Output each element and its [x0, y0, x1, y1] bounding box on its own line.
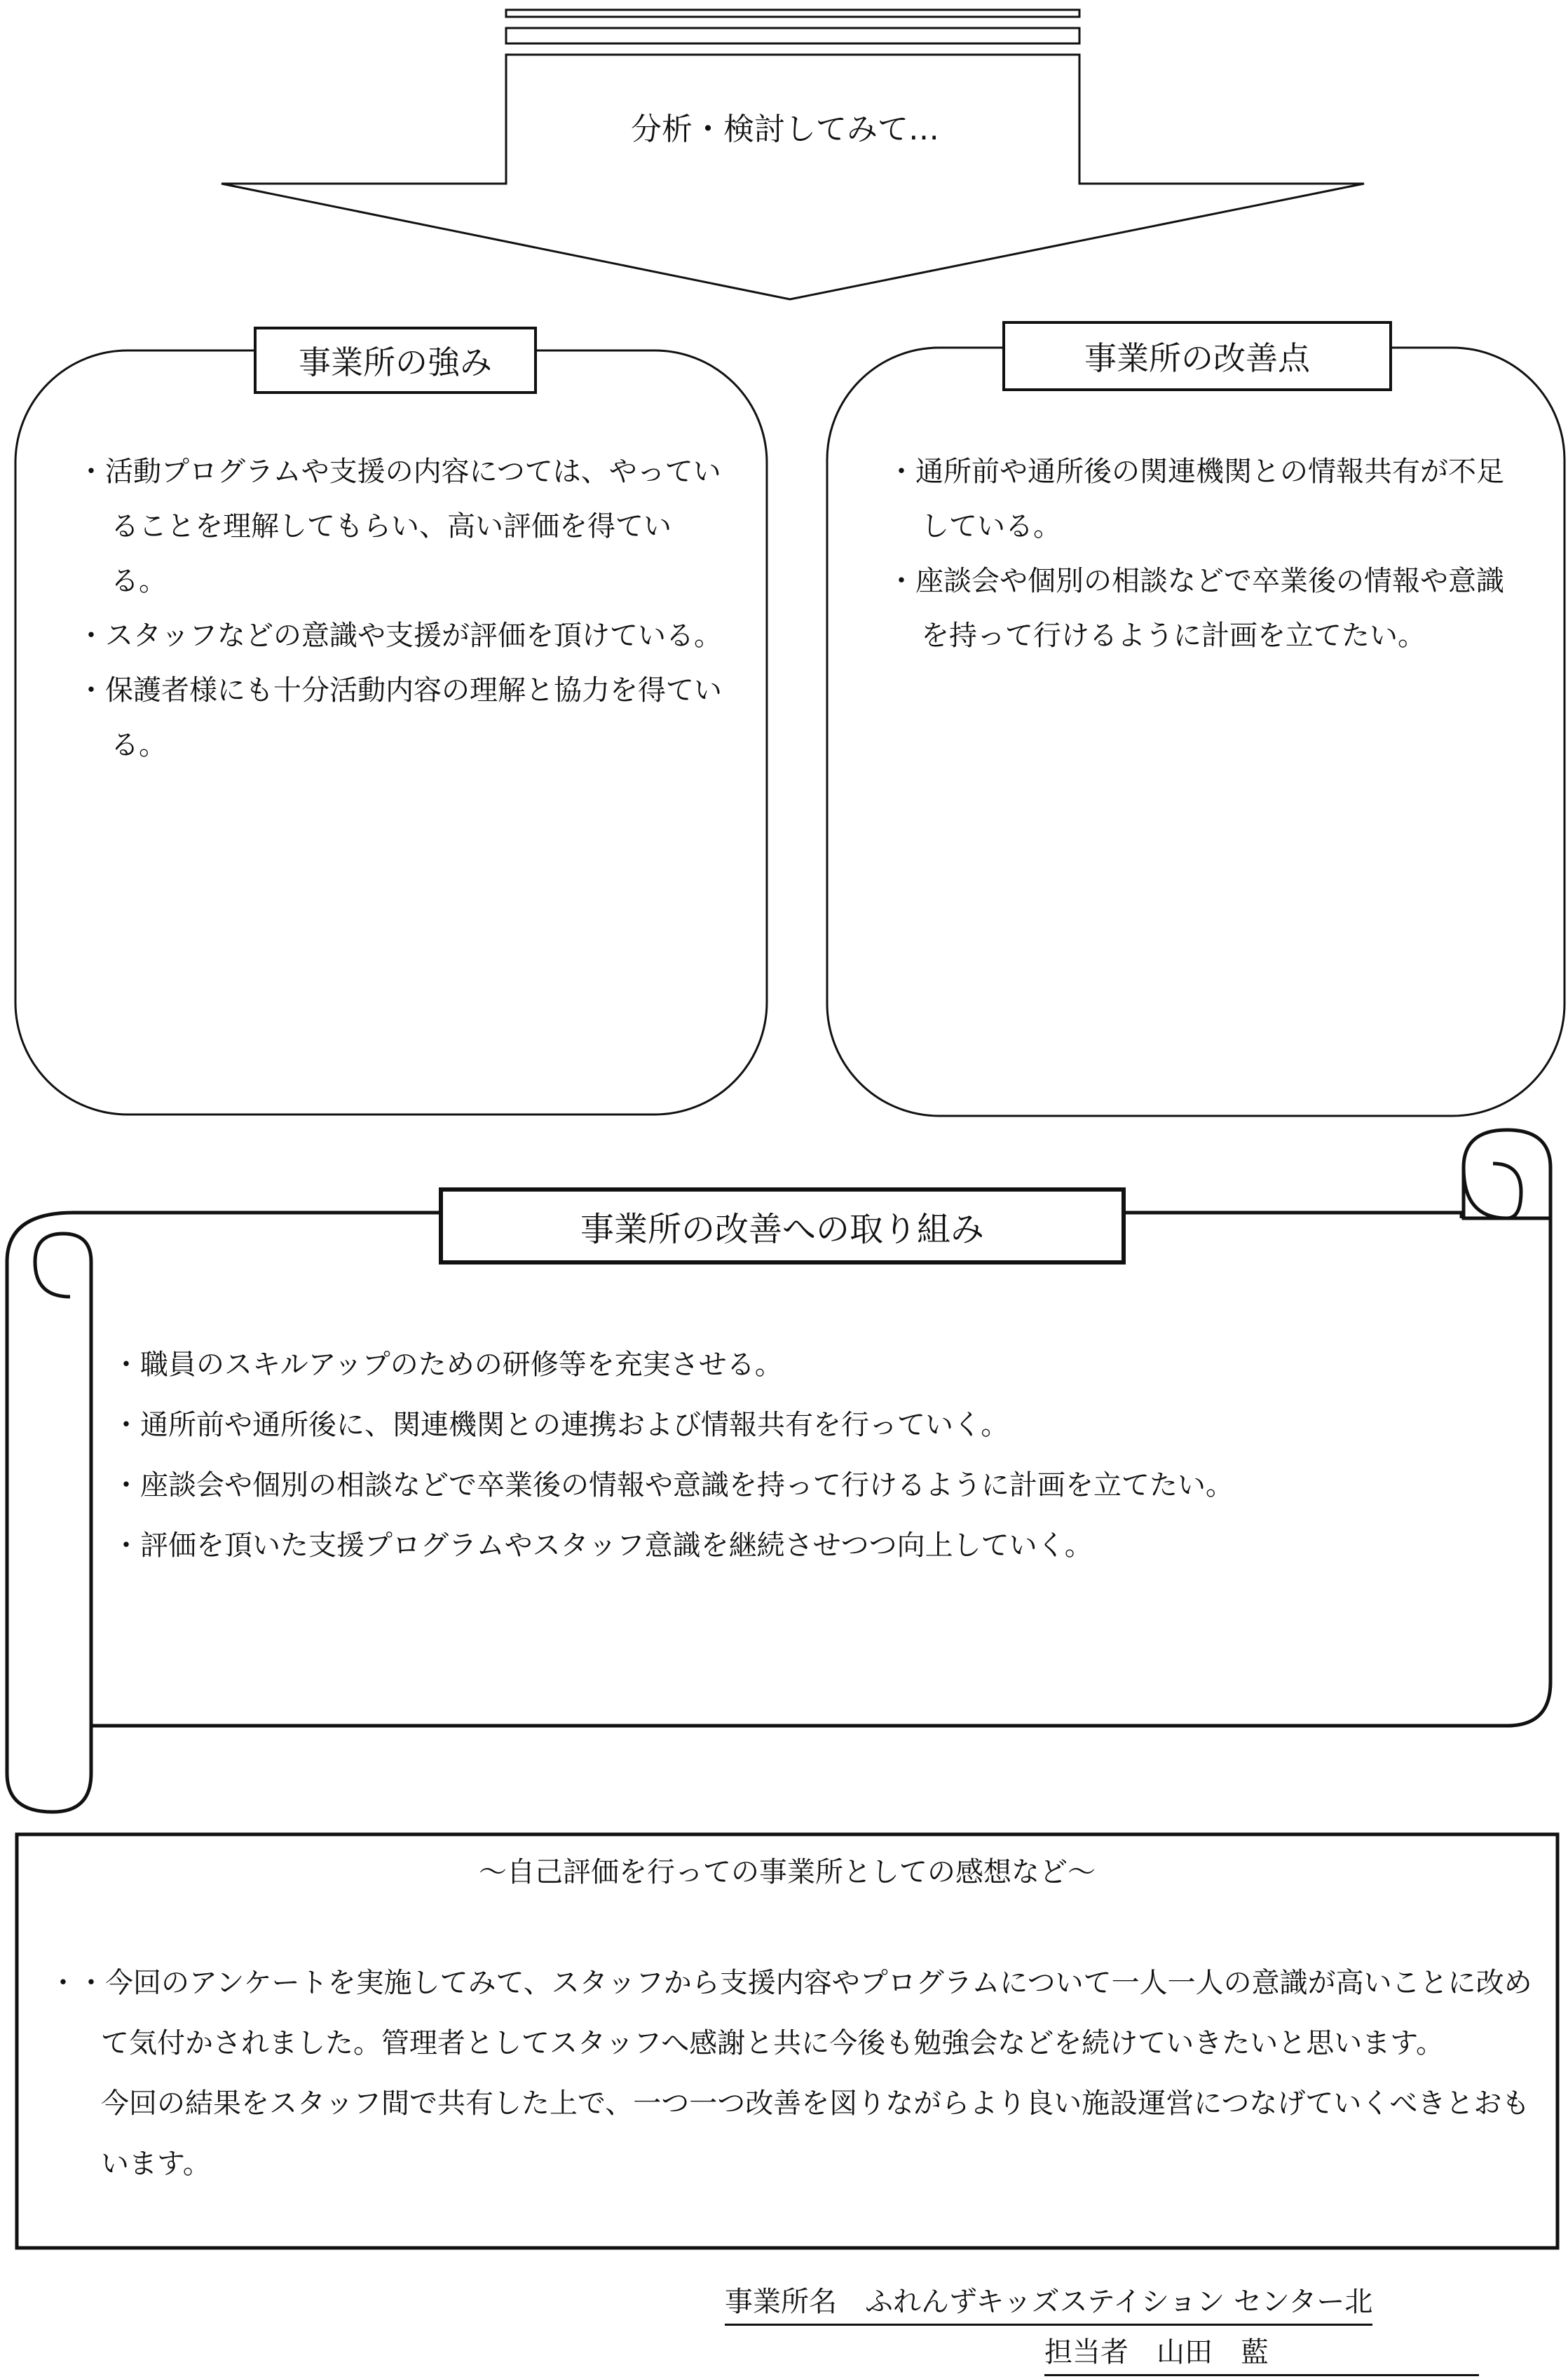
arrow-title: 分析・検討してみて…	[631, 111, 939, 147]
improvements-title-text: 事業所の改善点	[1084, 339, 1310, 377]
strengths-item-2: ・スタッフなどの意識や支援が評価を頂けている。	[77, 620, 722, 652]
impressions-body	[49, 1953, 1535, 2194]
improvements-title	[1002, 321, 1392, 391]
strengths-title	[254, 327, 537, 394]
improvements-list	[887, 444, 1511, 663]
initiatives-item-1: ・職員のスキルアップのための研修等を充実させる。	[112, 1349, 783, 1381]
strengths-item-1: ・活動プログラムや支援の内容につては、やっていることを理解してもらい、高い評価を得ている。	[77, 456, 721, 597]
arrow-shape	[221, 10, 1364, 299]
impressions-paragraph-1: ・今回のアンケートを実施してみて、スタッフから支援内容やプログラムについて一人一人の意識が高いことに改めて気付かされました。管理者としてスタッフへ感謝と共に今後も勉強会などを続けていきたいと思います。	[77, 1967, 1532, 2059]
bullet-marker: ・	[49, 1967, 77, 1999]
footer-person: 担当者 山田 藍	[1044, 2330, 1479, 2376]
initiatives-item-3: ・座談会や個別の相談などで卒業後の情報や意識を持って行けるように計画を立てたい。	[112, 1469, 1234, 1501]
strengths-item-3: ・保護者様にも十分活動内容の理解と協力を得ている。	[77, 674, 722, 761]
impressions-title: ～自己評価を行っての事業所としての感想など～	[479, 1856, 1096, 1888]
strengths-title-text: 事業所の強み	[299, 343, 492, 381]
footer-office: 事業所名 ふれんずキッズステイション センター北	[725, 2279, 1372, 2326]
initiatives-title	[439, 1187, 1126, 1265]
initiatives-title-text: 事業所の改善への取り組み	[580, 1209, 984, 1249]
initiatives-list	[112, 1335, 1507, 1576]
improvements-item-2: ・座談会や個別の相談などで卒業後の情報や意識を持って行けるように計画を立てたい。	[887, 565, 1504, 652]
initiatives-item-2: ・通所前や通所後に、関連機関との連携および情報共有を行っていく。	[112, 1409, 1009, 1441]
impressions-paragraph-2: 今回の結果をスタッフ間で共有した上で、一つ一つ改善を図りながらより良い施設運営につなげていくべきとおもいます。	[101, 2087, 1530, 2180]
initiatives-item-4: ・評価を頂いた支援プログラムやスタッフ意識を継続させつつ向上していく。	[112, 1529, 1093, 1562]
strengths-list	[77, 444, 722, 772]
improvements-item-1: ・通所前や通所後の関連機関との情報共有が不足している。	[887, 456, 1504, 543]
